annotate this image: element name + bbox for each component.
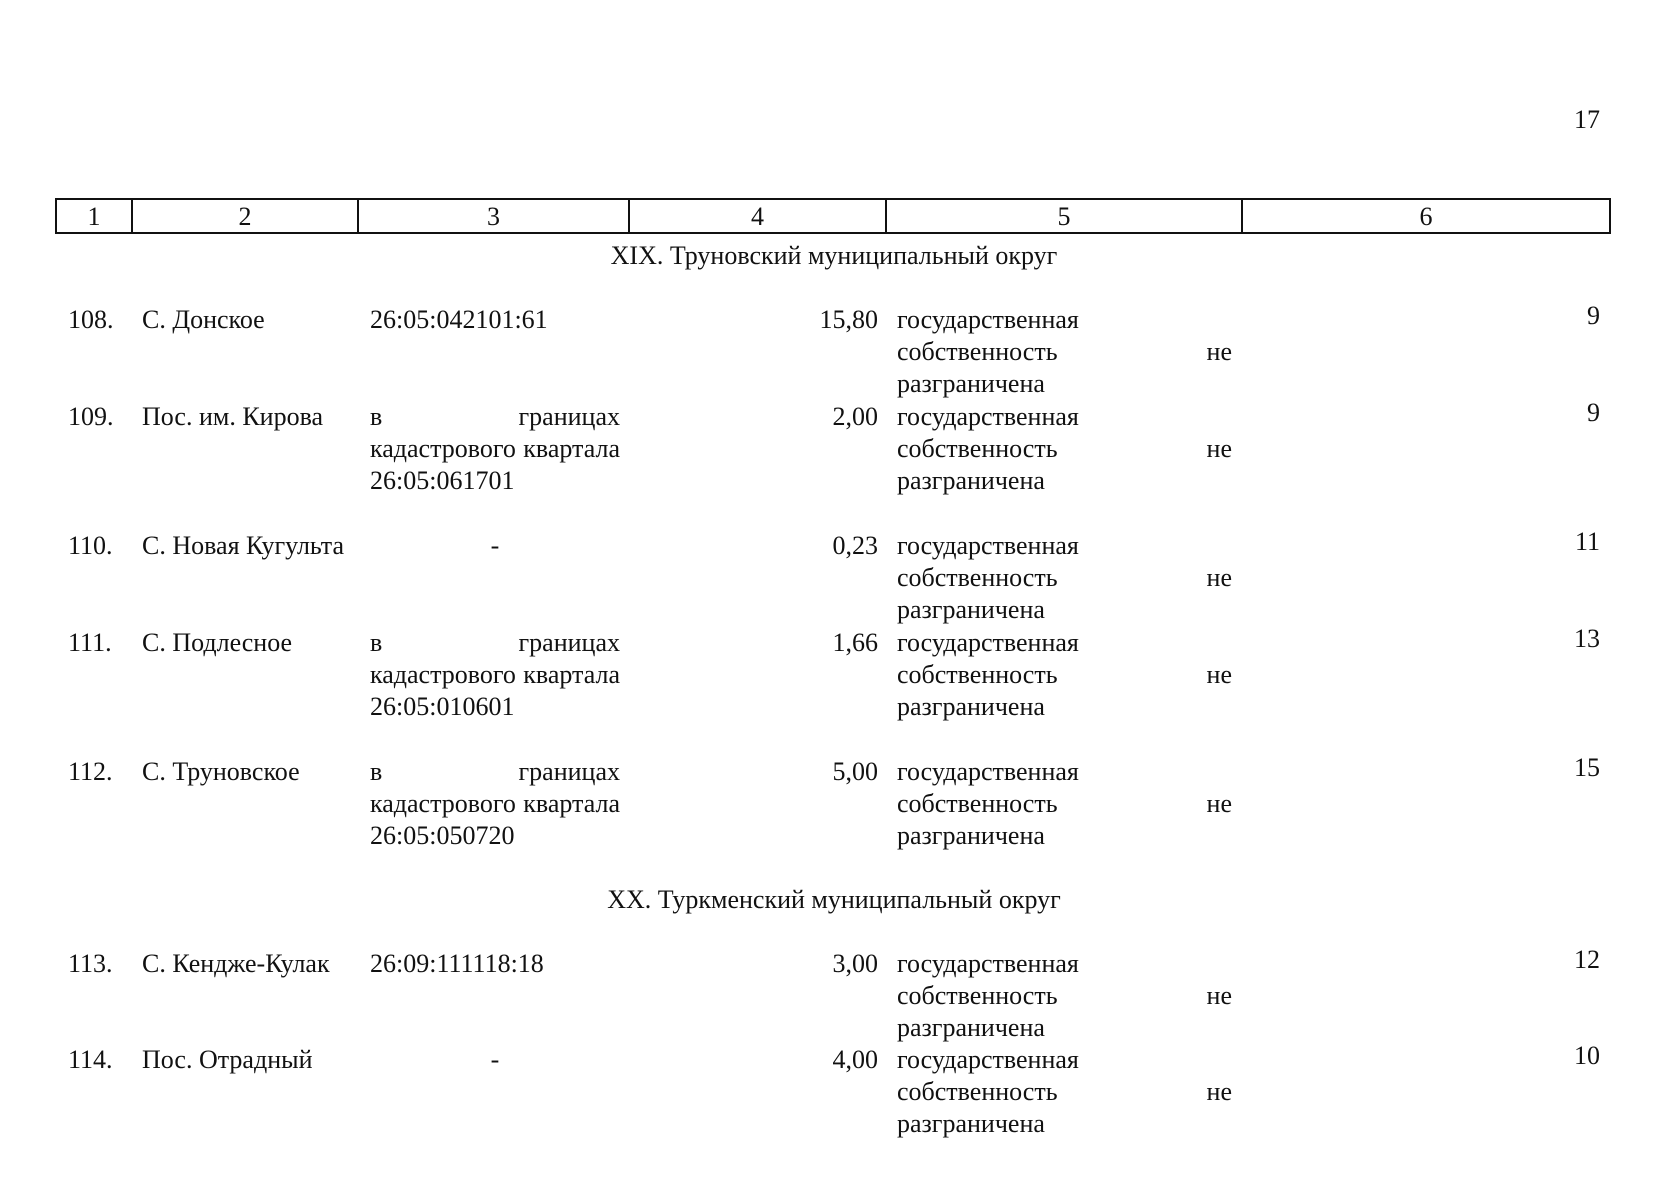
area-value: 0,23 <box>832 531 878 560</box>
row-number: 109. <box>68 402 114 431</box>
section-title: XX. Туркменский муниципальный округ <box>607 885 1061 914</box>
ownership-status: государственная собственность не разграничена <box>897 531 1232 624</box>
area-value: 1,66 <box>832 628 878 657</box>
column-header-2: 2 <box>133 200 359 232</box>
section-title: XIX. Труновский муниципальный округ <box>610 241 1058 270</box>
row-number: 112. <box>68 757 113 786</box>
column-6-value: 13 <box>1574 624 1600 653</box>
column-header-3: 3 <box>359 200 630 232</box>
column-header-4: 4 <box>630 200 887 232</box>
settlement-name: С. Кендже-Кулак <box>142 949 330 978</box>
settlement-name: Пос. им. Кирова <box>142 402 324 431</box>
settlement-name: С. Новая Кугульта <box>142 531 345 560</box>
ownership-status: государственная собственность не разграничена <box>897 628 1232 721</box>
area-value: 4,00 <box>832 1045 878 1074</box>
row-number: 110. <box>68 531 113 560</box>
row-number: 114. <box>68 1045 113 1074</box>
ownership-status: государственная собственность не разграничена <box>897 305 1232 398</box>
page-number: 17 <box>1574 105 1600 134</box>
column-header-1: 1 <box>57 200 133 232</box>
row-number: 108. <box>68 305 114 334</box>
area-value: 15,80 <box>819 305 878 334</box>
column-6-value: 10 <box>1574 1041 1600 1070</box>
ownership-status: государственная собственность не разграничена <box>897 402 1232 495</box>
column-header-row <box>55 198 1611 234</box>
column-6-value: 11 <box>1574 527 1600 556</box>
cadastral-reference: 26:09:111118:18 <box>370 949 544 978</box>
area-value: 5,00 <box>832 757 878 786</box>
area-value: 3,00 <box>832 949 878 978</box>
column-6-value: 9 <box>1587 398 1600 427</box>
settlement-name: Пос. Отрадный <box>142 1045 313 1074</box>
cadastral-reference: в границах кадастрового квартала 26:05:061701 <box>370 402 620 495</box>
ownership-status: государственная собственность не разграничена <box>897 1045 1232 1138</box>
row-number: 113. <box>68 949 113 978</box>
column-6-value: 15 <box>1574 753 1600 782</box>
cadastral-reference: в границах кадастрового квартала 26:05:010601 <box>370 628 620 721</box>
settlement-name: С. Донское <box>142 305 265 334</box>
settlement-name: С. Труновское <box>142 757 300 786</box>
ownership-status: государственная собственность не разграничена <box>897 949 1232 1042</box>
cadastral-reference: - <box>490 531 500 560</box>
column-6-value: 9 <box>1587 301 1600 330</box>
cadastral-reference: в границах кадастрового квартала 26:05:050720 <box>370 757 620 850</box>
column-header-5: 5 <box>887 200 1243 232</box>
cadastral-reference: - <box>490 1045 500 1074</box>
row-number: 111. <box>68 628 112 657</box>
area-value: 2,00 <box>832 402 878 431</box>
column-header-6: 6 <box>1419 202 1433 231</box>
settlement-name: С. Подлесное <box>142 628 293 657</box>
ownership-status: государственная собственность не разграничена <box>897 757 1232 850</box>
cadastral-reference: 26:05:042101:61 <box>370 305 548 334</box>
column-6-value: 12 <box>1574 945 1600 974</box>
